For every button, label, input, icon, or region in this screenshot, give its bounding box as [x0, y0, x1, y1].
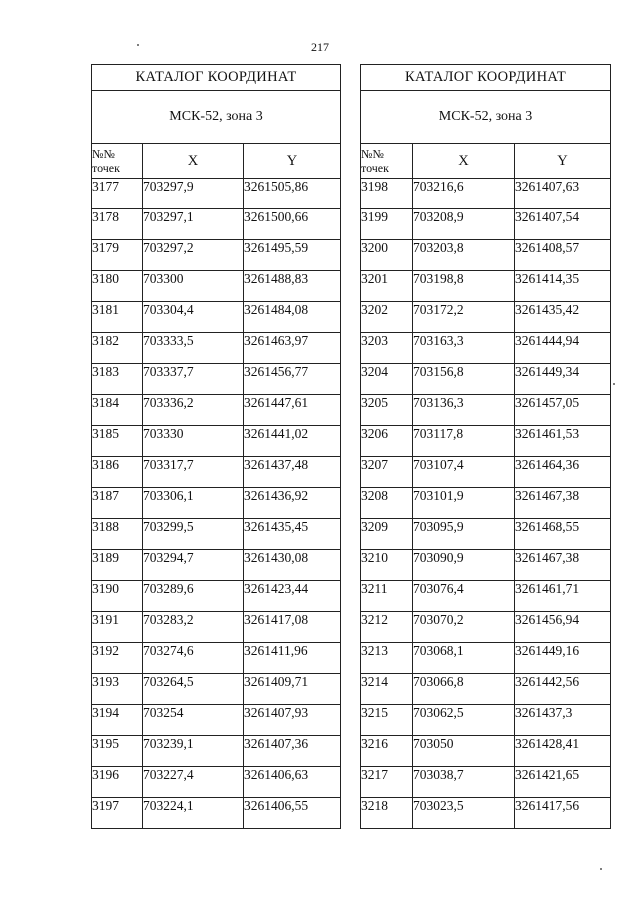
point-number-cell: 3193: [92, 674, 143, 705]
point-number-cell: 3188: [92, 519, 143, 550]
point-number-cell: 3205: [361, 395, 413, 426]
point-number-cell: 3190: [92, 581, 143, 612]
x-coordinate-cell: 703203,8: [413, 240, 515, 271]
table-row: [92, 550, 341, 581]
x-coordinate-cell: 703300: [143, 271, 244, 302]
table-row: [92, 798, 341, 829]
x-coordinate-cell: 703163,3: [413, 333, 515, 364]
x-coordinate-cell: 703062,5: [413, 705, 515, 736]
point-number-cell: 3203: [361, 333, 413, 364]
y-coordinate-cell: 3261408,57: [515, 240, 611, 271]
x-coordinate-cell: 703274,6: [143, 643, 244, 674]
x-coordinate-cell: 703306,1: [143, 488, 244, 519]
point-number-cell: 3207: [361, 457, 413, 488]
scan-speck: [613, 383, 615, 385]
y-coordinate-cell: 3261407,54: [515, 209, 611, 240]
point-number-cell: 3183: [92, 364, 143, 395]
coordinate-catalog-left: [91, 64, 341, 829]
x-coordinate-cell: 703070,2: [413, 612, 515, 643]
column-header-x: X: [413, 144, 515, 179]
column-header-point-number: [361, 144, 413, 179]
table-row: [92, 736, 341, 767]
y-coordinate-cell: 3261505,86: [244, 179, 341, 209]
table-row: [361, 333, 611, 364]
table-row: [92, 395, 341, 426]
table-row: [361, 798, 611, 829]
point-number-cell: 3202: [361, 302, 413, 333]
y-coordinate-cell: 3261421,65: [515, 767, 611, 798]
table-row: [361, 271, 611, 302]
x-coordinate-cell: 703107,4: [413, 457, 515, 488]
x-coordinate-cell: 703198,8: [413, 271, 515, 302]
point-number-cell: 3179: [92, 240, 143, 271]
y-coordinate-cell: 3261407,93: [244, 705, 341, 736]
point-number-cell: 3204: [361, 364, 413, 395]
y-coordinate-cell: 3261407,36: [244, 736, 341, 767]
table-row: [361, 240, 611, 271]
x-coordinate-cell: 703136,3: [413, 395, 515, 426]
x-coordinate-cell: 703297,1: [143, 209, 244, 240]
x-coordinate-cell: 703297,9: [143, 179, 244, 209]
point-number-cell: 3211: [361, 581, 413, 612]
y-coordinate-cell: 3261414,35: [515, 271, 611, 302]
y-coordinate-cell: 3261435,42: [515, 302, 611, 333]
y-coordinate-cell: 3261463,97: [244, 333, 341, 364]
table-row: [361, 767, 611, 798]
x-coordinate-cell: 703023,5: [413, 798, 515, 829]
y-coordinate-cell: 3261488,83: [244, 271, 341, 302]
table-row: [92, 240, 341, 271]
point-number-cell: 3177: [92, 179, 143, 209]
point-number-cell: 3206: [361, 426, 413, 457]
point-number-cell: 3194: [92, 705, 143, 736]
table-row: [361, 736, 611, 767]
column-header-x: X: [143, 144, 244, 179]
coordinate-catalog-right: [360, 64, 611, 829]
x-coordinate-cell: 703216,6: [413, 179, 515, 209]
y-coordinate-cell: 3261467,38: [515, 488, 611, 519]
point-number-cell: 3217: [361, 767, 413, 798]
y-coordinate-cell: 3261423,44: [244, 581, 341, 612]
point-number-cell: 3212: [361, 612, 413, 643]
y-coordinate-cell: 3261409,71: [244, 674, 341, 705]
table-row: [92, 581, 341, 612]
table-row: [92, 643, 341, 674]
catalog-rows: [361, 179, 611, 829]
x-coordinate-cell: 703299,5: [143, 519, 244, 550]
x-coordinate-cell: 703317,7: [143, 457, 244, 488]
point-number-cell: 3214: [361, 674, 413, 705]
x-coordinate-cell: 703294,7: [143, 550, 244, 581]
point-number-cell: 3182: [92, 333, 143, 364]
point-number-cell: 3216: [361, 736, 413, 767]
y-coordinate-cell: 3261417,08: [244, 612, 341, 643]
y-coordinate-cell: 3261407,63: [515, 179, 611, 209]
x-coordinate-cell: 703066,8: [413, 674, 515, 705]
y-coordinate-cell: 3261437,3: [515, 705, 611, 736]
point-number-cell: 3198: [361, 179, 413, 209]
x-coordinate-cell: 703289,6: [143, 581, 244, 612]
y-coordinate-cell: 3261441,02: [244, 426, 341, 457]
point-number-cell: 3180: [92, 271, 143, 302]
point-number-cell: 3213: [361, 643, 413, 674]
point-number-cell: 3195: [92, 736, 143, 767]
scan-speck: [600, 868, 602, 870]
table-row: [361, 302, 611, 333]
catalog-title: КАТАЛОГ КООРДИНАТ: [92, 65, 341, 91]
table-row: [361, 581, 611, 612]
table-row: [92, 457, 341, 488]
y-coordinate-cell: 3261500,66: [244, 209, 341, 240]
y-coordinate-cell: 3261442,56: [515, 674, 611, 705]
y-coordinate-cell: 3261484,08: [244, 302, 341, 333]
x-coordinate-cell: 703227,4: [143, 767, 244, 798]
x-coordinate-cell: 703117,8: [413, 426, 515, 457]
y-coordinate-cell: 3261449,34: [515, 364, 611, 395]
point-number-cell: 3209: [361, 519, 413, 550]
x-coordinate-cell: 703336,2: [143, 395, 244, 426]
table-row: [361, 674, 611, 705]
table-row: [361, 519, 611, 550]
point-number-cell: 3191: [92, 612, 143, 643]
x-coordinate-cell: 703264,5: [143, 674, 244, 705]
y-coordinate-cell: 3261437,48: [244, 457, 341, 488]
x-coordinate-cell: 703254: [143, 705, 244, 736]
column-header-y: Y: [515, 144, 611, 179]
table-row: [361, 457, 611, 488]
point-number-cell: 3185: [92, 426, 143, 457]
x-coordinate-cell: 703038,7: [413, 767, 515, 798]
point-number-cell: 3178: [92, 209, 143, 240]
column-header-number-line1: №№: [361, 147, 384, 161]
point-number-cell: 3181: [92, 302, 143, 333]
point-number-cell: 3210: [361, 550, 413, 581]
table-row: [92, 271, 341, 302]
point-number-cell: 3218: [361, 798, 413, 829]
column-header-number-line2: точек: [92, 161, 120, 175]
point-number-cell: 3186: [92, 457, 143, 488]
y-coordinate-cell: 3261411,96: [244, 643, 341, 674]
y-coordinate-cell: 3261495,59: [244, 240, 341, 271]
y-coordinate-cell: 3261406,55: [244, 798, 341, 829]
x-coordinate-cell: 703076,4: [413, 581, 515, 612]
page-number: 217: [311, 40, 329, 54]
y-coordinate-cell: 3261456,77: [244, 364, 341, 395]
y-coordinate-cell: 3261436,92: [244, 488, 341, 519]
table-row: [361, 364, 611, 395]
x-coordinate-cell: 703208,9: [413, 209, 515, 240]
x-coordinate-cell: 703172,2: [413, 302, 515, 333]
table-row: [361, 612, 611, 643]
table-row: [92, 364, 341, 395]
table-row: [92, 767, 341, 798]
column-header-y: Y: [244, 144, 341, 179]
point-number-cell: 3196: [92, 767, 143, 798]
table-row: [361, 179, 611, 209]
table-row: [361, 643, 611, 674]
y-coordinate-cell: 3261449,16: [515, 643, 611, 674]
table-row: [92, 179, 341, 209]
point-number-cell: 3208: [361, 488, 413, 519]
scan-speck: [137, 44, 139, 46]
y-coordinate-cell: 3261435,45: [244, 519, 341, 550]
point-number-cell: 3184: [92, 395, 143, 426]
point-number-cell: 3189: [92, 550, 143, 581]
x-coordinate-cell: 703156,8: [413, 364, 515, 395]
table-row: [361, 209, 611, 240]
column-header-number-line1: №№: [92, 147, 115, 161]
table-row: [92, 612, 341, 643]
x-coordinate-cell: 703337,7: [143, 364, 244, 395]
table-row: [361, 550, 611, 581]
x-coordinate-cell: 703333,5: [143, 333, 244, 364]
table-row: [361, 395, 611, 426]
table-row: [92, 333, 341, 364]
x-coordinate-cell: 703283,2: [143, 612, 244, 643]
table-row: [92, 519, 341, 550]
x-coordinate-cell: 703068,1: [413, 643, 515, 674]
x-coordinate-cell: 703304,4: [143, 302, 244, 333]
y-coordinate-cell: 3261447,61: [244, 395, 341, 426]
y-coordinate-cell: 3261406,63: [244, 767, 341, 798]
y-coordinate-cell: 3261461,71: [515, 581, 611, 612]
table-row: [92, 705, 341, 736]
y-coordinate-cell: 3261430,08: [244, 550, 341, 581]
y-coordinate-cell: 3261461,53: [515, 426, 611, 457]
point-number-cell: 3197: [92, 798, 143, 829]
table-row: [92, 488, 341, 519]
point-number-cell: 3199: [361, 209, 413, 240]
table-row: [361, 705, 611, 736]
x-coordinate-cell: 703095,9: [413, 519, 515, 550]
catalog-title: КАТАЛОГ КООРДИНАТ: [361, 65, 611, 91]
column-header-point-number: [92, 144, 143, 179]
point-number-cell: 3192: [92, 643, 143, 674]
y-coordinate-cell: 3261464,36: [515, 457, 611, 488]
x-coordinate-cell: 703297,2: [143, 240, 244, 271]
table-row: [361, 488, 611, 519]
point-number-cell: 3215: [361, 705, 413, 736]
catalog-rows: [92, 179, 341, 829]
y-coordinate-cell: 3261468,55: [515, 519, 611, 550]
y-coordinate-cell: 3261428,41: [515, 736, 611, 767]
table-row: [92, 426, 341, 457]
x-coordinate-cell: 703090,9: [413, 550, 515, 581]
x-coordinate-cell: 703330: [143, 426, 244, 457]
point-number-cell: 3201: [361, 271, 413, 302]
catalog-subtitle: МСК-52, зона 3: [92, 91, 341, 144]
catalog-subtitle: МСК-52, зона 3: [361, 91, 611, 144]
x-coordinate-cell: 703239,1: [143, 736, 244, 767]
table-row: [92, 302, 341, 333]
x-coordinate-cell: 703224,1: [143, 798, 244, 829]
table-row: [361, 426, 611, 457]
x-coordinate-cell: 703050: [413, 736, 515, 767]
y-coordinate-cell: 3261457,05: [515, 395, 611, 426]
point-number-cell: 3200: [361, 240, 413, 271]
x-coordinate-cell: 703101,9: [413, 488, 515, 519]
table-row: [92, 674, 341, 705]
y-coordinate-cell: 3261417,56: [515, 798, 611, 829]
table-row: [92, 209, 341, 240]
point-number-cell: 3187: [92, 488, 143, 519]
column-header-number-line2: точек: [361, 161, 389, 175]
y-coordinate-cell: 3261467,38: [515, 550, 611, 581]
y-coordinate-cell: 3261444,94: [515, 333, 611, 364]
y-coordinate-cell: 3261456,94: [515, 612, 611, 643]
